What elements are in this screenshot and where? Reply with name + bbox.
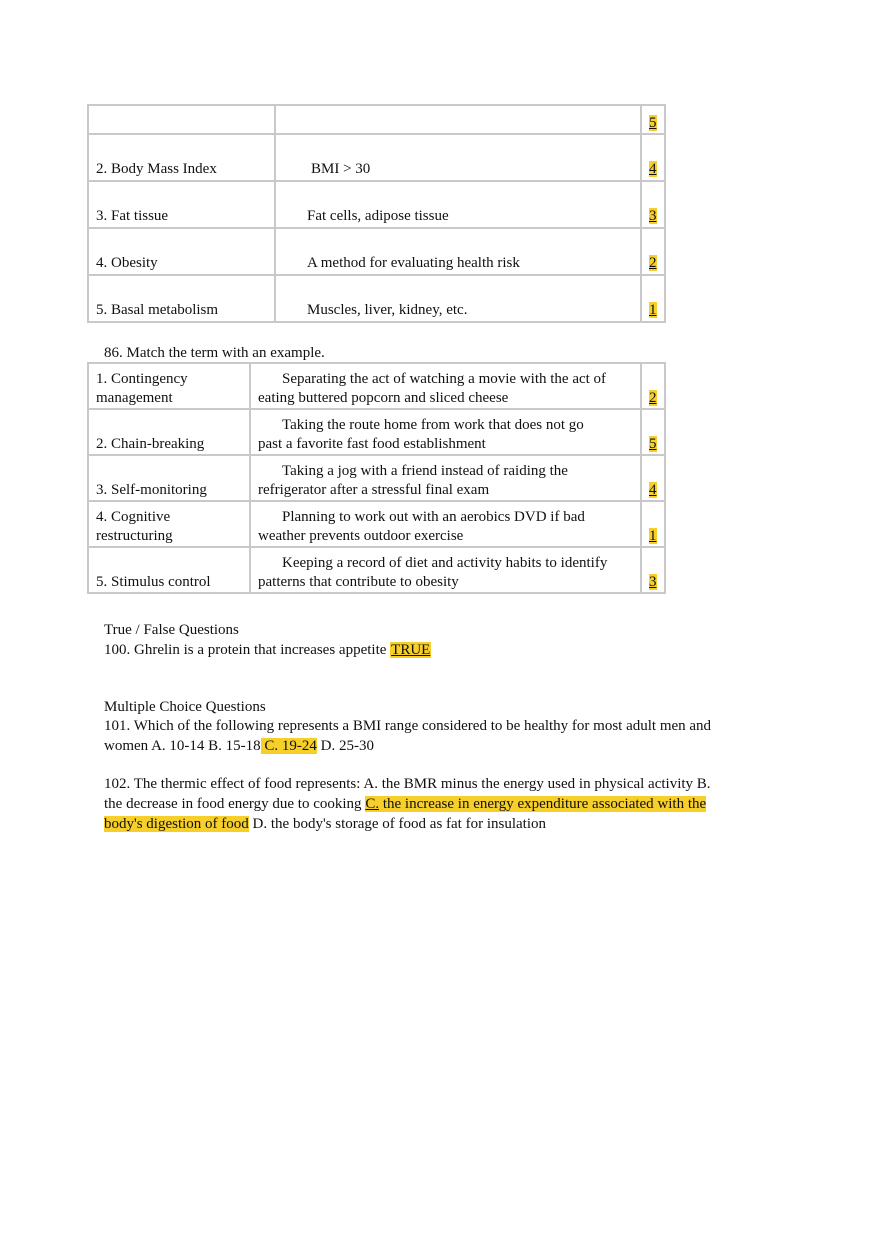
answer-cell	[641, 409, 665, 455]
example-cell	[250, 363, 641, 409]
term-line: 5. Stimulus control	[96, 574, 211, 590]
question-100-answer: TRUE	[391, 642, 431, 658]
question-102-options	[104, 795, 706, 814]
example-cell	[250, 501, 641, 547]
example-line: past a favorite fast food establishment	[258, 436, 486, 452]
question-102-options	[104, 815, 546, 834]
table-row	[88, 134, 665, 181]
answer-highlight: 3	[649, 574, 657, 590]
answer-highlight: 3	[649, 208, 657, 224]
example-line: Keeping a record of diet and activity habits to identify	[282, 555, 608, 571]
question-86-title: 86. Match the term with an example.	[104, 345, 325, 361]
answer-cell	[641, 363, 665, 409]
true-false-heading: True / False Questions	[104, 622, 239, 638]
example-line: weather prevents outdoor exercise	[258, 528, 464, 544]
example-line: refrigerator after a stressful final exam	[258, 482, 490, 498]
question-102-line: 102. The thermic effect of food represents: A. the BMR minus the energy used in physical activity B.	[104, 776, 711, 792]
table-row	[88, 181, 665, 228]
example-cell: Fat cells, adipose tissue	[275, 181, 641, 228]
question-101-answer: C. 19-24	[260, 738, 317, 754]
term-cell	[88, 547, 250, 593]
question-101-options-text: D. 25-30	[316, 738, 374, 754]
example-cell: A method for evaluating health risk	[275, 228, 641, 275]
table-row	[88, 547, 665, 593]
matching-table-86	[87, 362, 666, 594]
example-cell	[275, 105, 641, 134]
multiple-choice-heading: Multiple Choice Questions	[104, 699, 266, 715]
matching-table-continued	[87, 104, 666, 323]
question-102-answer-letter: C.	[365, 796, 380, 812]
answer-highlight: 1	[649, 528, 657, 544]
term-cell	[88, 455, 250, 501]
question-101-line: 101. Which of the following represents a BMI range considered to be healthy for most adult men and	[104, 718, 712, 734]
table-row	[88, 275, 665, 322]
example-cell	[250, 409, 641, 455]
answer-cell	[641, 547, 665, 593]
term-cell	[88, 363, 250, 409]
answer-highlight: 4	[649, 161, 657, 177]
table-row	[88, 105, 665, 134]
example-line: Taking the route home from work that does not go	[282, 417, 584, 433]
example-cell	[250, 547, 641, 593]
answer-highlight: 1	[649, 302, 657, 318]
term-cell	[88, 105, 275, 134]
example-line: Planning to work out with an aerobics DVD if bad	[282, 509, 585, 525]
answer-highlight: 2	[649, 255, 657, 271]
answer-cell	[641, 275, 665, 322]
answer-cell	[641, 455, 665, 501]
table-row	[88, 363, 665, 409]
answer-highlight: 5	[649, 115, 657, 131]
term-cell: 4. Obesity	[88, 228, 275, 275]
term-line: restructuring	[96, 528, 173, 544]
answer-cell	[641, 134, 665, 181]
question-102-answer: the increase in energy expenditure associated with the	[379, 796, 707, 812]
question-100-text: 100. Ghrelin is a protein that increases appetite	[104, 642, 391, 658]
term-cell: 5. Basal metabolism	[88, 275, 275, 322]
example-line: eating buttered popcorn and sliced cheese	[258, 390, 509, 406]
term-cell: 3. Fat tissue	[88, 181, 275, 228]
term-line: 3. Self-monitoring	[96, 482, 207, 498]
answer-cell	[641, 105, 665, 134]
term-cell: 2. Body Mass Index	[88, 134, 275, 181]
question-101-options-text: women A. 10-14 B. 15-18	[104, 738, 261, 754]
table-row	[88, 228, 665, 275]
answer-cell	[641, 501, 665, 547]
answer-highlight: 4	[649, 482, 657, 498]
term-line: 4. Cognitive	[96, 509, 171, 525]
term-cell	[88, 501, 250, 547]
answer-cell	[641, 228, 665, 275]
question-101-options	[104, 737, 374, 756]
table-row	[88, 501, 665, 547]
table-row	[88, 409, 665, 455]
term-line: 1. Contingency	[96, 371, 188, 387]
term-line: management	[96, 390, 173, 406]
answer-cell	[641, 181, 665, 228]
question-100	[104, 641, 431, 660]
example-cell	[250, 455, 641, 501]
answer-highlight: 2	[649, 390, 657, 406]
example-line: Separating the act of watching a movie with the act of	[282, 371, 607, 387]
question-102-answer: body's digestion of food	[104, 816, 249, 832]
example-cell: BMI > 30	[275, 134, 641, 181]
example-line: patterns that contribute to obesity	[258, 574, 459, 590]
question-102-options-text: D. the body's storage of food as fat for insulation	[248, 816, 547, 832]
example-cell: Muscles, liver, kidney, etc.	[275, 275, 641, 322]
term-cell	[88, 409, 250, 455]
table-row	[88, 455, 665, 501]
term-line: 2. Chain-breaking	[96, 436, 205, 452]
answer-highlight: 5	[649, 436, 657, 452]
example-line: Taking a jog with a friend instead of raiding the	[282, 463, 568, 479]
question-102-options-text: the decrease in food energy due to cooking	[104, 796, 366, 812]
